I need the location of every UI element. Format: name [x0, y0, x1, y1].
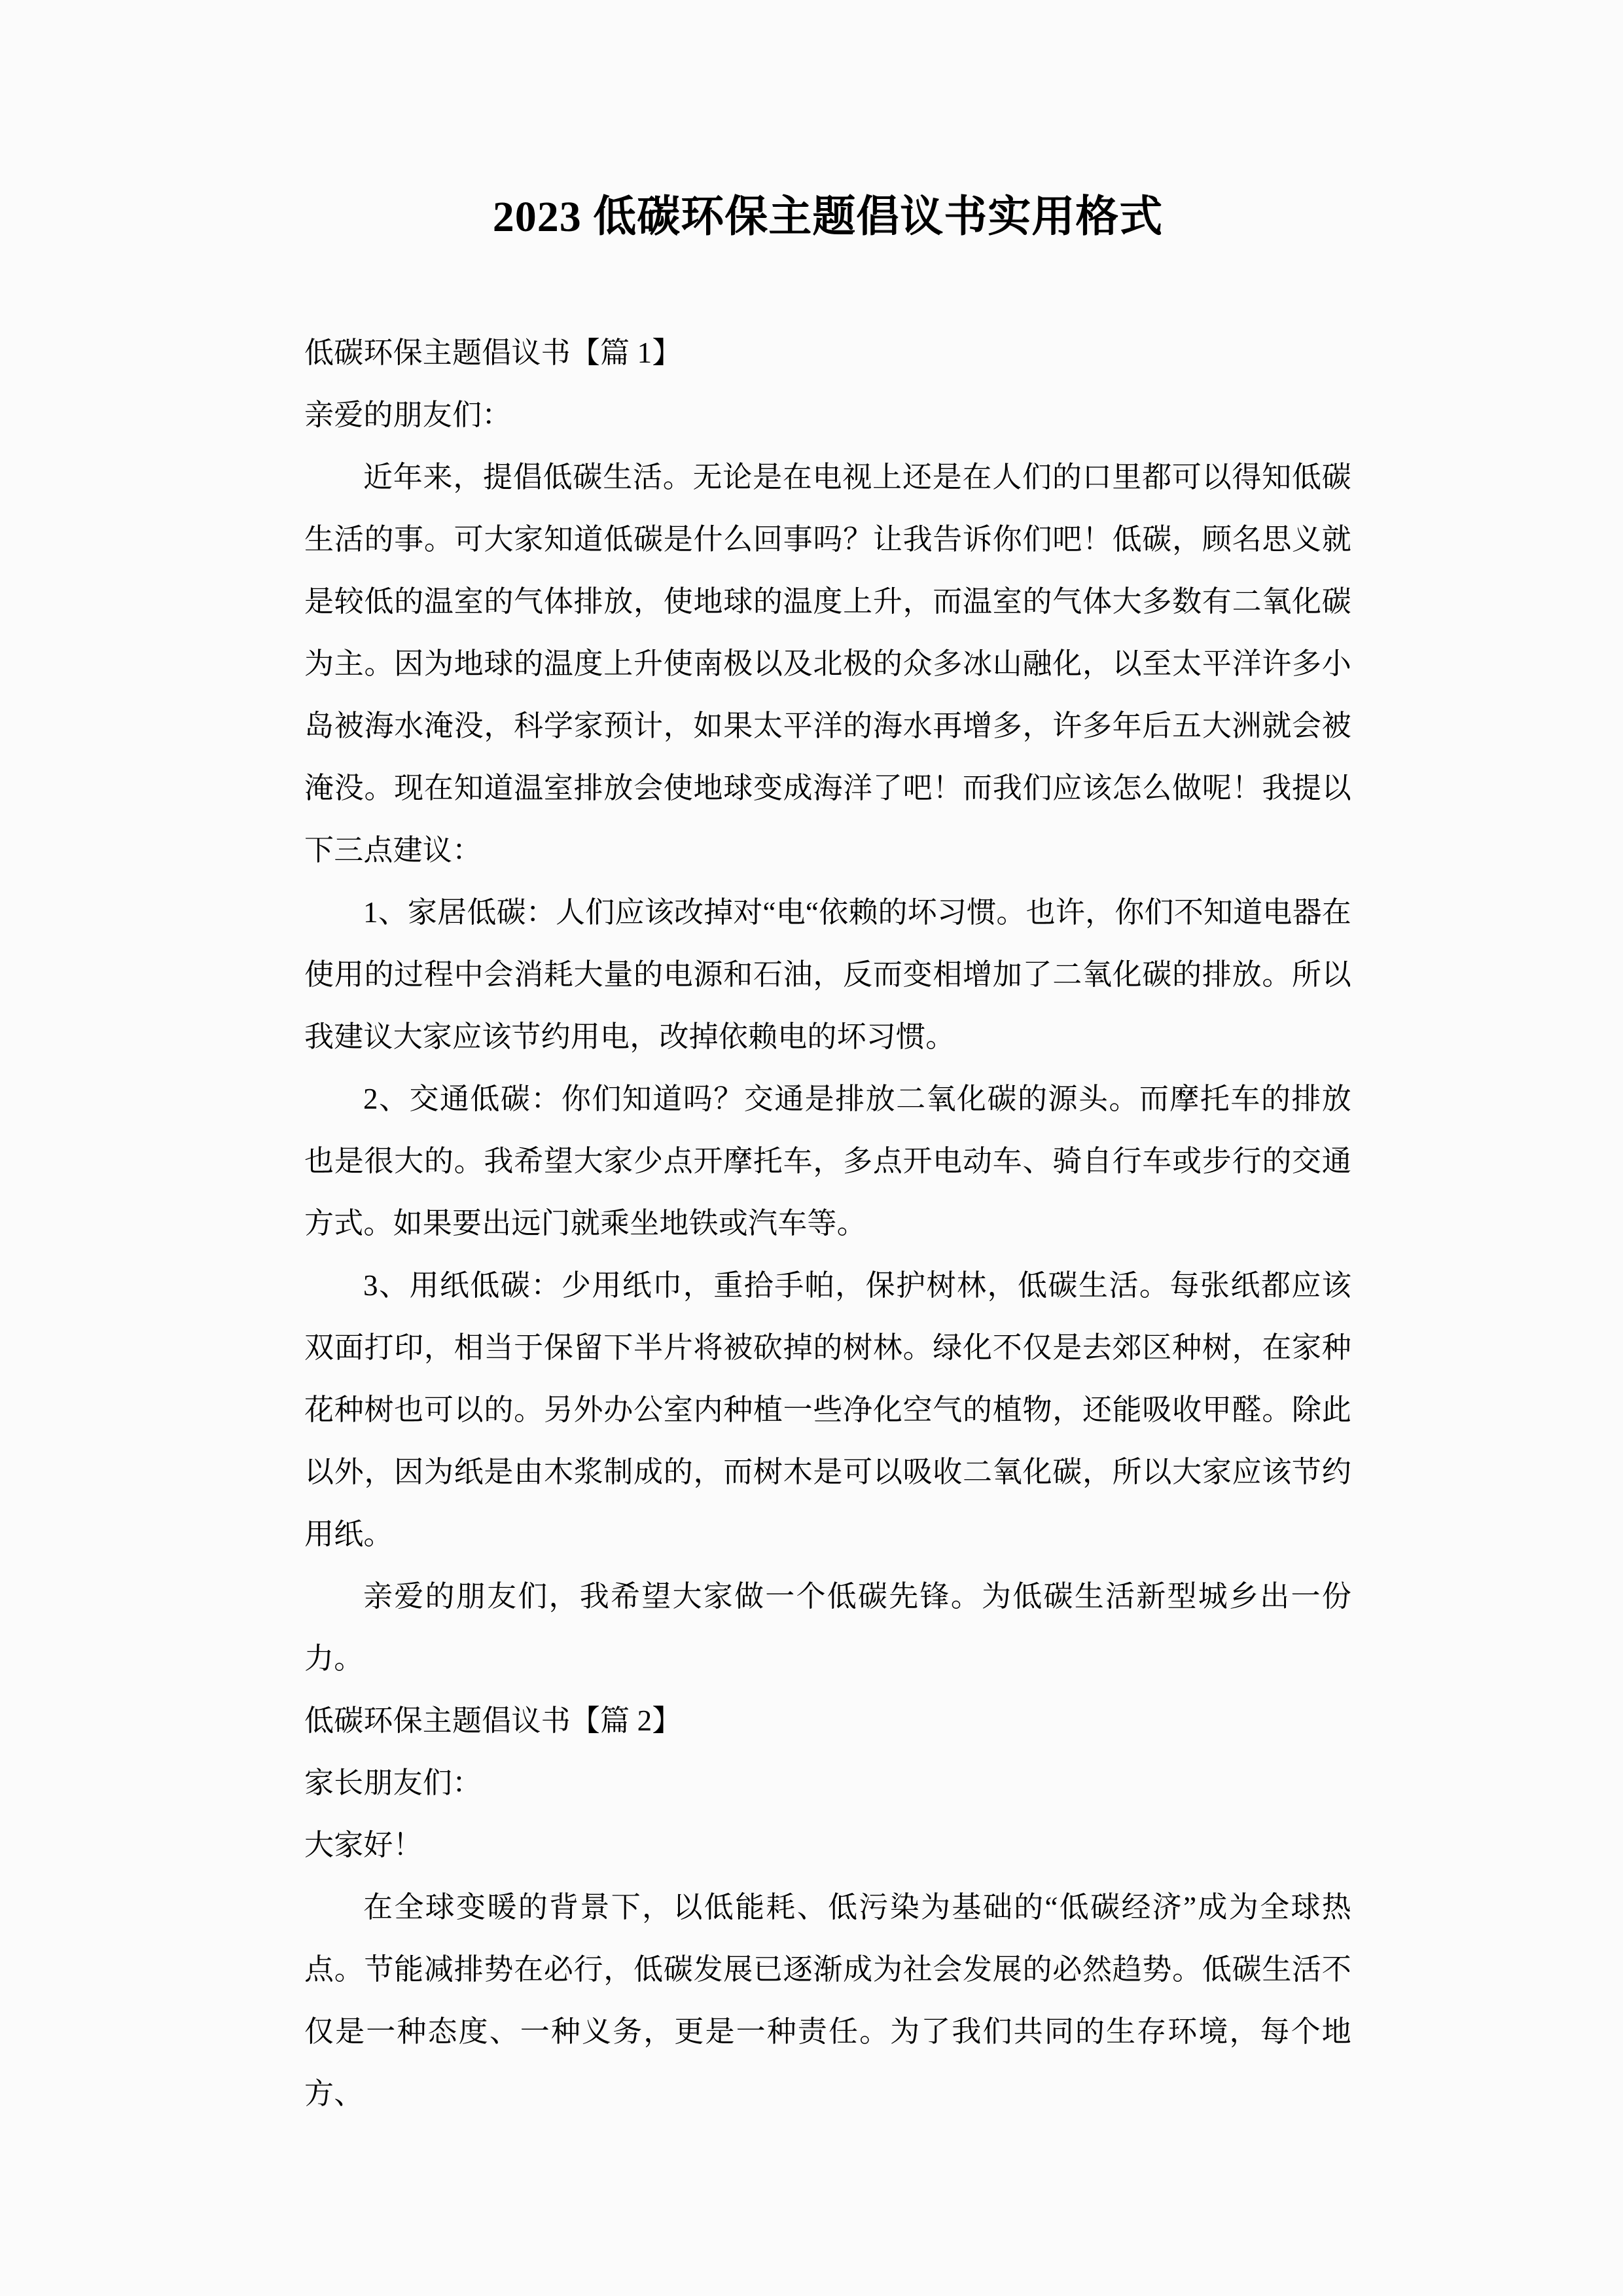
paragraph-1-closing: 亲爱的朋友们，我希望大家做一个低碳先锋。为低碳生活新型城乡出一份力。 — [304, 1580, 1351, 1676]
paragraph-2-1: 在全球变暖的背景下，以低能耗、低污染为基础的“低碳经济”成为全球热点。节能减排势在必行，低碳发展已逐渐成为社会发展的必然趋势。低碳生活不仅是一种态度、一种义务，更是一种责任。为了我们共同的生存环境，每个地方、 — [304, 1891, 1351, 2111]
paragraph-1-2: 1、家居低碳：人们应该改掉对“电“依赖的坏习惯。也许，你们不知道电器在使用的过程中会消耗大量的电源和石油，反而变相增加了二氧化碳的排放。所以我建议大家应该节约用电，改掉依赖电的坏习惯。 — [304, 896, 1351, 1054]
paragraph-1-4: 3、用纸低碳：少用纸巾，重拾手帕，保护树林，低碳生活。每张纸都应该双面打印，相当于保留下半片将被砍掉的树林。绿化不仅是去郊区种树，在家种花种树也可以的。另外办公室内种植一些净化空气的植物，还能吸收甲醛。除此以外，因为纸是由木浆制成的，而树木是可以吸收二氧化碳，所以大家应该节约用纸。 — [304, 1269, 1351, 1551]
salutation-1: 亲爱的朋友们： — [304, 399, 512, 432]
document-content — [304, 0, 1351, 2125]
salutation-2: 家长朋友们： — [304, 1767, 482, 1800]
greeting-2: 大家好！ — [304, 1829, 423, 1862]
page-title: 2023 低碳环保主题倡议书实用格式 — [492, 193, 1164, 241]
document-body — [304, 322, 1351, 2125]
paragraph-1-3: 2、交通低碳：你们知道吗？交通是排放二氧化碳的源头。而摩托车的排放也是很大的。我希望大家少点开摩托车，多点开电动车、骑自行车或步行的交通方式。如果要出远门就乘坐地铁或汽车等。 — [304, 1083, 1351, 1240]
section-heading-2: 低碳环保主题倡议书【篇 2】 — [304, 1704, 682, 1738]
paragraph-1-1: 近年来，提倡低碳生活。无论是在电视上还是在人们的口里都可以得知低碳生活的事。可大家知道低碳是什么回事吗？让我告诉你们吧！低碳，顾名思义就是较低的温室的气体排放，使地球的温度上升，而温室的气体大多数有二氧化碳为主。因为地球的温度上升使南极以及北极的众多冰山融化，以至太平洋许多小岛被海水淹没，科学家预计，如果太平洋的海水再增多，许多年后五大洲就会被淹没。现在知道温室排放会使地球变成海洋了吧！而我们应该怎么做呢！我提以下三点建议： — [304, 461, 1351, 867]
section-heading-1: 低碳环保主题倡议书【篇 1】 — [304, 336, 682, 370]
